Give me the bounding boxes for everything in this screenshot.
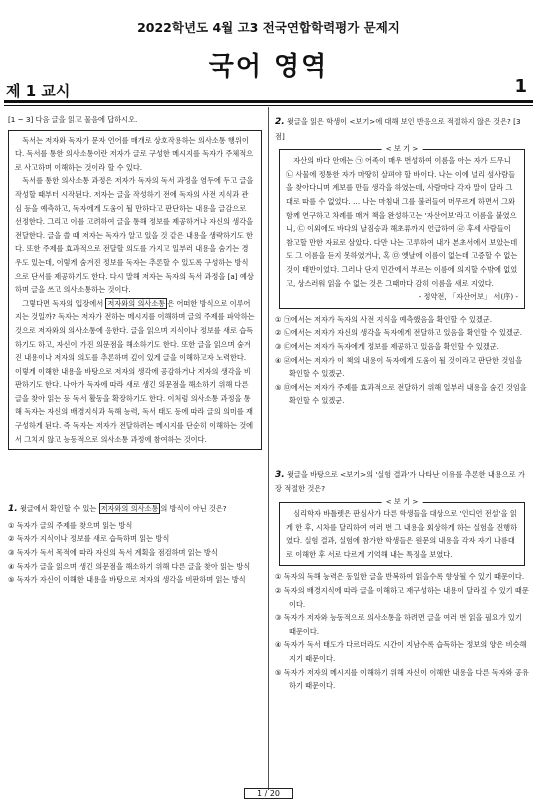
answer-choice[interactable]: ⑤ 독자가 자신이 이해한 내용을 바탕으로 저자의 생각을 비판하며 읽는 방식 (8, 575, 246, 585)
reference-box-text: 심리학자 바틀렛은 판심사가 다른 학생들을 대상으로 '인디언 전설'을 읽게 한 후, 시차를 달리하여 여러 번 그 내용을 회상하게 하는 실험을 진행하였다. 실험 결과, 실험에 참가한 학생들은 원문의 내용을 각자 자기 나름대로 이해한 후 서로 다르게 기억해 내는 특징을 보였다. (286, 509, 518, 559)
answer-choice[interactable]: ① 독자가 글의 주제를 찾으며 읽는 방식 (8, 520, 133, 530)
boxed-term: 저자와의 의사소통 (107, 298, 166, 308)
reference-box-label: < 보 기 > (382, 142, 423, 156)
answer-choice[interactable]: ③ 독자가 저자와 능동적으로 의사소통을 하려면 글을 여러 번 읽을 필요가 있기 때문이다. (275, 613, 522, 636)
subject-title: 국어 영역 (208, 52, 329, 82)
session-label: 제 1 교시 (6, 82, 71, 100)
page-number: 1 (514, 76, 527, 97)
reference-box-label: < 보 기 > (382, 495, 423, 509)
q1-boxed-term: 저자와의 의사소통 (100, 504, 159, 514)
passage-paragraph-2: 독서를 통한 의사소통 과정은 저자가 독자의 독서 과정을 염두에 두고 글을 작성할 때부터 시작된다. 저자는 글을 작성하기 전에 독자의 사전 지식과 관심 등을 예측하고, 독자에게 도움이 될 만하다고 판단하는 내용을 글감으로 선정한다. 그리고 이를 고려하여 글을 통해 정보를 제공하거나 자신의 생각을 전달한다. 글을 쓸 때 저자는 독자가 알고 있을 것 같은 내용을 생략하기도 한다. 또한 주제를 효과적으로 전달할 의도를 가지고 일부러 내용을 숨기는 경우도 있는데, 이렇게 숨겨진 정보를 독자는 추론할 수 있도록 구성하는 방식으로 단서를 제공하기도 한다. 다시 말해 저자는 독자의 독서 과정을 [a] 예상하며 글을 쓰고 의사소통하는 것이다. (15, 176, 254, 295)
page-footer (0, 781, 537, 800)
answer-choices (275, 313, 529, 408)
column-divider (268, 107, 269, 790)
answer-choice[interactable]: ① 독자의 독해 능력은 동일한 글을 반복하여 읽을수록 향상될 수 있기 때문이다. (275, 572, 525, 582)
question-3 (275, 468, 529, 693)
q2-stem-text: 윗글을 읽은 학생이 <보기>에 대해 보인 반응으로 적절하지 않은 것은? [3점] (275, 117, 521, 141)
reading-passage (8, 130, 262, 451)
question-3-stem (275, 468, 529, 496)
answer-choice[interactable]: ① ㉠에서는 저자가 독자의 사전 지식을 예측했음을 확인할 수 있겠군. (275, 314, 493, 324)
q1-stem-rest: 의 방식이 아닌 것은? (160, 504, 227, 514)
answer-choice[interactable]: ② ㉡에서는 저자가 자신의 생각을 독자에게 전달하고 있음을 확인할 수 있겠군. (275, 328, 523, 338)
passage-p3-lead: 그렇다면 독자의 입장에서 (22, 298, 106, 308)
reference-source: - 정약전, 「자산어보」 서(序) - (418, 292, 518, 302)
answer-choices (275, 570, 529, 692)
passage-paragraph-1: 독서는 저자와 독자가 문자 언어를 매개로 상호작용하는 의사소통 행위이다. 독서를 통한 의사소통이란 저자가 글로 구성한 메시지를 독자가 주체적으로 사고하며 이해하는 것이라 할 수 있다. (15, 135, 254, 172)
question-number: 1. (8, 504, 18, 515)
header-rule-thick (4, 100, 533, 103)
answer-choice[interactable]: ④ 독자가 독서 태도가 다르더라도 시간이 지남수록 습득하는 정보의 양은 비슷해지기 때문이다. (275, 640, 527, 663)
answer-choices (8, 519, 262, 587)
header-rule-thin (4, 105, 533, 106)
question-number: 2. (275, 117, 285, 127)
exam-title: 2022학년도 4월 고3 전국연합학력평가 문제지 (137, 20, 400, 35)
q1-stem-lead: 윗글에서 확인할 수 있는 (19, 504, 99, 514)
answer-choice[interactable]: ④ ㉣에서는 저자가 이 책의 내용이 독자에게 도움이 될 것이라고 판단한 것임을 확인할 수 있겠군. (275, 355, 523, 379)
passage-p3-rest: 은 어떠한 방식으로 이루어지는 것일까? 독자는 저자가 전하는 메시지를 이해하며 글의 주제를 파악하는 것으로 저자와의 의사소통에 응한다. 글을 읽으며 지식이나 정보를 새로 습득하기도 하고, 자신이 가진 의문점을 해소하기도 한다. 또한 글을 읽으며 숨겨진 내용이나 저자의 의도를 추론하며 깊이 있게 글을 이해하고자 노력한다. 이렇게 이해한 내용을 바탕으로 저자의 생각에 공감하거나 저자의 생각을 비판하기도 한다. 나아가 독자에 따라 새로 생긴 의문점을 해소하기 위해 다른 글을 찾아 읽는 등 독서 활동을 확장하기도 한다. 이처럼 의사소통 과정을 통해 독자는 자신의 배경지식과 독해 능력, 독서 태도 등에 따라 글의 의미를 재구성하게 된다. 즉 독자는 저자가 전달하려는 메시지를 단순히 이해하는 것에서 그치지 않고 능동적으로 의사소통 과정에 참여하는 것이다. (15, 298, 255, 444)
question-2 (275, 115, 529, 408)
answer-choice[interactable]: ⑤ 독자가 저자의 메시지를 이해하기 위해 자신이 이해한 내용을 다른 독자와 공유하기 때문이다. (275, 667, 529, 691)
answer-choice[interactable]: ② 독자의 배경지식에 따라 글을 이해하고 재구성하는 내용이 달라질 수 있기 때문이다. (275, 586, 529, 609)
question-1-stem (8, 502, 262, 517)
reference-box-text: 자산의 바다 안에는 ㉠ 어족이 매우 번성하여 이름을 아는 자가 드무니 ㉡ 사물에 정통한 자가 마땅히 살펴야 할 바이다. 나는 이에 널리 섬사람들을 찾아다니며 계보를 만들 생각을 하였는데, 사람마다 각자 말이 달라 그대로 따를 수 없었다. … 나는 마침내 그를 불러들여 머무르게 하면서 그와 함께 연구하고 차례를 매겨 책을 완성하고는 '자산어보'라고 이름을 붙였으니, ㉢ 이외에도 바다의 날짐승과 해초류까지 언급하여 ㉣ 후세 사람들이 참고할 만한 자료로 삼았다. 다만 나는 고루하여 내가 본초서에서 보았는데도 그 이름을 듣지 못하였거나, 혹 ㉤ 옛날에 이름이 없는데 고증할 수 없는 것이 태반이었다. 그러나 단지 민간에서 부르는 이름에 의지할 수밖에 없었고, 상스러워 읽을 수 없는 것은 그때마다 감히 이름을 새로 지었다. (286, 156, 518, 288)
reference-box (279, 144, 525, 309)
right-column (275, 113, 529, 693)
reference-box (279, 497, 525, 566)
answer-choice[interactable]: ③ ㉢에서는 저자가 독자에게 정보를 제공하고 있음을 확인할 수 있겠군. (275, 341, 499, 351)
page-indicator: 1 / 20 (244, 788, 293, 799)
q3-stem-text: 윗글을 바탕으로 <보기>의 '실험 결과'가 나타난 이유를 추론한 내용으로 가장 적절한 것은? (275, 469, 525, 494)
answer-choice[interactable]: ④ 독자가 글을 읽으며 생긴 의문점을 해소하기 위해 다른 글을 찾아 읽는 방식 (8, 561, 251, 571)
answer-choice[interactable]: ② 독자가 지식이나 정보를 새로 습득하며 읽는 방식 (8, 534, 170, 544)
question-1 (8, 502, 262, 587)
question-2-stem (275, 115, 529, 143)
instruction: [1 ~ 3] 다음 글을 읽고 물음에 답하시오. (8, 115, 138, 124)
passage-paragraph-3 (15, 297, 255, 447)
answer-choice[interactable]: ③ 독자가 독서 목적에 따라 자신의 독서 계획을 점검하며 읽는 방식 (8, 548, 218, 558)
question-number: 3. (275, 469, 285, 480)
answer-choice[interactable]: ⑤ ㉤에서는 저자가 주제를 효과적으로 전달하기 위해 일부러 내용을 숨긴 것임을 확인할 수 있겠군. (275, 382, 527, 406)
left-column (8, 113, 262, 587)
